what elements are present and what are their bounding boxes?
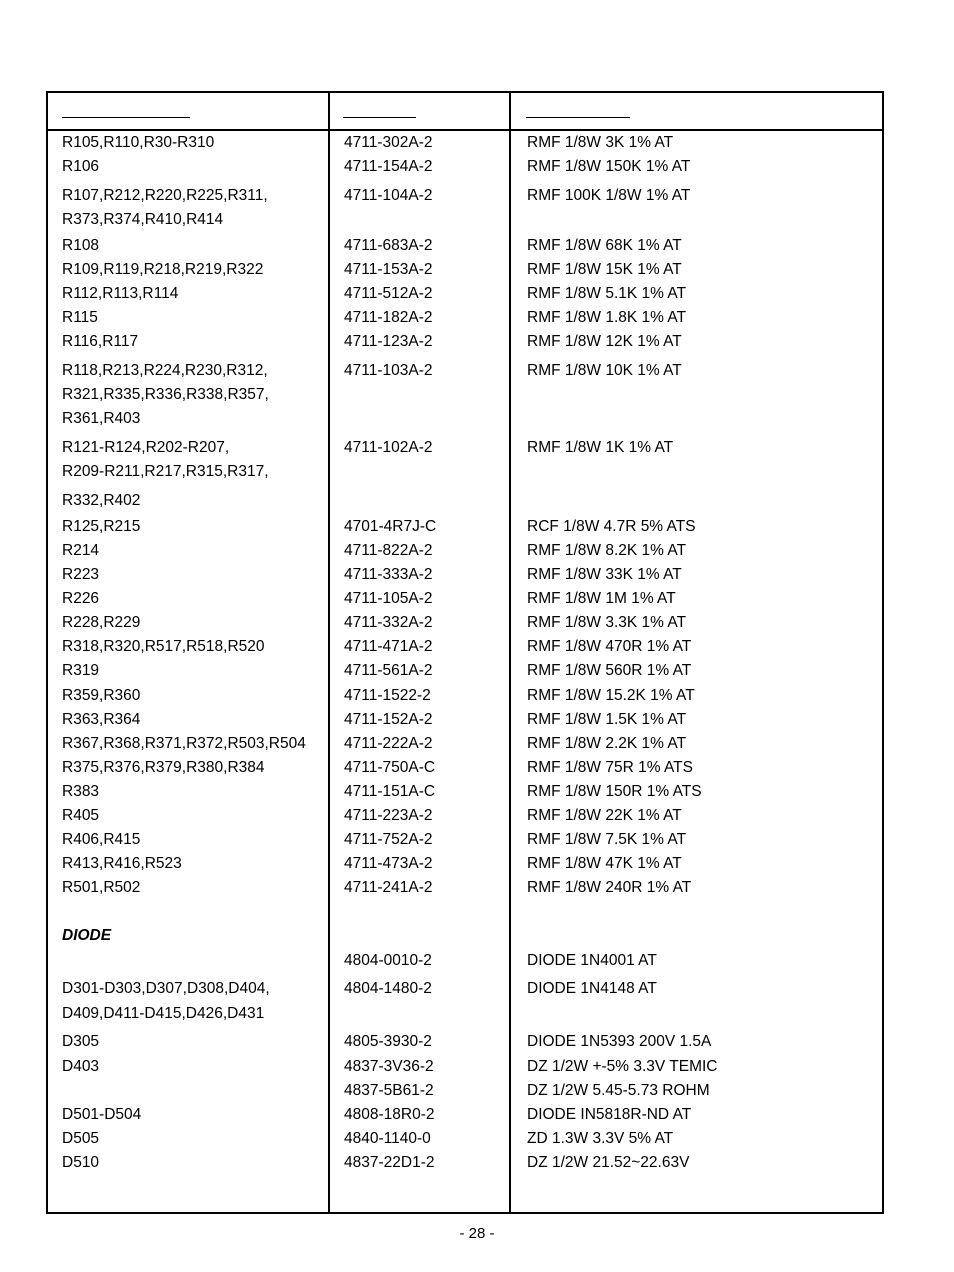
resistor-desc-cell: RMF 1/8W 3.3K 1% AT (527, 614, 687, 631)
diode-part-cell: 4837-22D1-2 (344, 1154, 435, 1171)
diode-desc-cell: DIODE 1N5393 200V 1.5A (527, 1033, 712, 1050)
resistor-desc-cell: RMF 1/8W 12K 1% AT (527, 333, 682, 350)
section-heading-diode: DIODE (62, 927, 112, 944)
diode-ref-cell: D505 (62, 1130, 100, 1147)
resistor-ref-cell: R319 (62, 662, 100, 679)
diode-desc-cell: DIODE 1N4148 AT (527, 980, 657, 997)
diode-desc-cell: DZ 1/2W +-5% 3.3V TEMIC (527, 1058, 718, 1075)
resistor-part-cell: 4711-561A-2 (344, 662, 433, 679)
resistor-part-cell: 4711-152A-2 (344, 711, 433, 728)
resistor-desc-cell: RMF 1/8W 75R 1% ATS (527, 759, 693, 776)
resistor-ref-cell: R501,R502 (62, 879, 141, 896)
resistor-part-cell: 4711-153A-2 (344, 261, 433, 278)
resistor-part-cell: 4711-752A-2 (344, 831, 433, 848)
resistor-part-cell: 4711-123A-2 (344, 333, 433, 350)
resistor-desc-cell: RMF 1/8W 1K 1% AT (527, 439, 674, 456)
resistor-part-cell: 4711-102A-2 (344, 439, 433, 456)
resistor-desc-cell: RMF 1/8W 150R 1% ATS (527, 783, 702, 800)
resistor-desc-cell: RMF 1/8W 15.2K 1% AT (527, 687, 695, 704)
resistor-desc-cell: RMF 1/8W 1.8K 1% AT (527, 309, 687, 326)
column-divider-1 (328, 91, 330, 1214)
resistor-part-cell: 4711-104A-2 (344, 187, 433, 204)
resistor-desc-cell: RMF 1/8W 33K 1% AT (527, 566, 682, 583)
resistor-ref-cell: R226 (62, 590, 100, 607)
resistor-part-cell: 4711-105A-2 (344, 590, 433, 607)
diode-part-cell: 4837-5B61-2 (344, 1082, 434, 1099)
resistor-ref-cell: R228,R229 (62, 614, 141, 631)
diode-ref-cell: D301-D303,D307,D308,D404, (62, 980, 270, 997)
resistor-ref-cell: R359,R360 (62, 687, 141, 704)
resistor-part-cell: 4711-151A-C (344, 783, 436, 800)
resistor-desc-cell: RMF 1/8W 5.1K 1% AT (527, 285, 687, 302)
diode-ref-cell: D305 (62, 1033, 100, 1050)
resistor-desc-cell: RMF 1/8W 47K 1% AT (527, 855, 682, 872)
resistor-ref-cell: R116,R117 (62, 333, 139, 350)
resistor-ref-cell: R125,R215 (62, 518, 141, 535)
resistor-part-cell: 4701-4R7J-C (344, 518, 437, 535)
resistor-ref-cell: R108 (62, 237, 100, 254)
diode-desc-cell: DIODE 1N4001 AT (527, 952, 657, 969)
resistor-ref-cell: R332,R402 (62, 492, 141, 509)
resistor-part-cell: 4711-241A-2 (344, 879, 433, 896)
resistor-desc-cell: RCF 1/8W 4.7R 5% ATS (527, 518, 696, 535)
resistor-ref-cell: R115 (62, 309, 98, 326)
resistor-desc-cell: RMF 1/8W 10K 1% AT (527, 362, 682, 379)
diode-part-cell: 4840-1140-0 (344, 1130, 431, 1147)
resistor-ref-cell: R209-R211,R217,R315,R317, (62, 463, 269, 480)
diode-part-cell: 4805-3930-2 (344, 1033, 432, 1050)
diode-part-cell: 4837-3V36-2 (344, 1058, 434, 1075)
resistor-desc-cell: RMF 1/8W 3K 1% AT (527, 134, 674, 151)
diode-part-cell: 4804-0010-2 (344, 952, 432, 969)
diode-desc-cell: DIODE IN5818R-ND AT (527, 1106, 692, 1123)
resistor-part-cell: 4711-1522-2 (344, 687, 431, 704)
diode-ref-cell: D403 (62, 1058, 100, 1075)
resistor-desc-cell: RMF 1/8W 2.2K 1% AT (527, 735, 687, 752)
diode-desc-cell: DZ 1/2W 5.45-5.73 ROHM (527, 1082, 710, 1099)
resistor-ref-cell: R107,R212,R220,R225,R311, (62, 187, 268, 204)
header-rule-col3 (526, 117, 630, 118)
diode-ref-cell: D501-D504 (62, 1106, 142, 1123)
resistor-desc-cell: RMF 1/8W 7.5K 1% AT (527, 831, 687, 848)
resistor-ref-cell: R112,R113,R114 (62, 285, 179, 302)
resistor-part-cell: 4711-683A-2 (344, 237, 433, 254)
resistor-ref-cell: R105,R110,R30-R310 (62, 134, 215, 151)
resistor-ref-cell: R109,R119,R218,R219,R322 (62, 261, 264, 278)
resistor-part-cell: 4711-332A-2 (344, 614, 433, 631)
resistor-part-cell: 4711-750A-C (344, 759, 436, 776)
resistor-part-cell: 4711-822A-2 (344, 542, 433, 559)
resistor-desc-cell: RMF 100K 1/8W 1% AT (527, 187, 691, 204)
resistor-desc-cell: RMF 1/8W 22K 1% AT (527, 807, 682, 824)
column-divider-2 (509, 91, 511, 1214)
resistor-desc-cell: RMF 1/8W 15K 1% AT (527, 261, 682, 278)
resistor-ref-cell: R406,R415 (62, 831, 141, 848)
resistor-part-cell: 4711-222A-2 (344, 735, 433, 752)
resistor-ref-cell: R318,R320,R517,R518,R520 (62, 638, 265, 655)
resistor-ref-cell: R363,R364 (62, 711, 141, 728)
resistor-ref-cell: R413,R416,R523 (62, 855, 182, 872)
resistor-part-cell: 4711-512A-2 (344, 285, 433, 302)
header-rule-col2 (343, 117, 416, 118)
resistor-part-cell: 4711-471A-2 (344, 638, 433, 655)
resistor-ref-cell: R214 (62, 542, 100, 559)
page-number: - 28 - (459, 1225, 495, 1242)
diode-desc-cell: DZ 1/2W 21.52~22.63V (527, 1154, 690, 1171)
resistor-ref-cell: R106 (62, 158, 100, 175)
resistor-part-cell: 4711-103A-2 (344, 362, 433, 379)
resistor-part-cell: 4711-302A-2 (344, 134, 433, 151)
header-rule-col1 (62, 117, 190, 118)
diode-ref-cell: D510 (62, 1154, 100, 1171)
resistor-ref-cell: R375,R376,R379,R380,R384 (62, 759, 265, 776)
resistor-part-cell: 4711-182A-2 (344, 309, 433, 326)
resistor-part-cell: 4711-154A-2 (344, 158, 433, 175)
resistor-desc-cell: RMF 1/8W 1M 1% AT (527, 590, 676, 607)
diode-ref-cell: D409,D411-D415,D426,D431 (62, 1005, 265, 1022)
resistor-ref-cell: R367,R368,R371,R372,R503,R504 (62, 735, 306, 752)
diode-desc-cell: ZD 1.3W 3.3V 5% AT (527, 1130, 674, 1147)
resistor-desc-cell: RMF 1/8W 240R 1% AT (527, 879, 692, 896)
resistor-ref-cell: R121-R124,R202-R207, (62, 439, 230, 456)
resistor-desc-cell: RMF 1/8W 68K 1% AT (527, 237, 682, 254)
resistor-ref-cell: R321,R335,R336,R338,R357, (62, 386, 269, 403)
resistor-desc-cell: RMF 1/8W 560R 1% AT (527, 662, 692, 679)
diode-part-cell: 4808-18R0-2 (344, 1106, 435, 1123)
diode-part-cell: 4804-1480-2 (344, 980, 432, 997)
resistor-ref-cell: R223 (62, 566, 100, 583)
resistor-part-cell: 4711-333A-2 (344, 566, 433, 583)
resistor-ref-cell: R405 (62, 807, 100, 824)
resistor-desc-cell: RMF 1/8W 8.2K 1% AT (527, 542, 687, 559)
resistor-ref-cell: R373,R374,R410,R414 (62, 211, 224, 228)
resistor-part-cell: 4711-223A-2 (344, 807, 433, 824)
resistor-ref-cell: R361,R403 (62, 410, 141, 427)
resistor-desc-cell: RMF 1/8W 150K 1% AT (527, 158, 691, 175)
resistor-ref-cell: R118,R213,R224,R230,R312, (62, 362, 268, 379)
resistor-desc-cell: RMF 1/8W 1.5K 1% AT (527, 711, 687, 728)
resistor-desc-cell: RMF 1/8W 470R 1% AT (527, 638, 692, 655)
resistor-ref-cell: R383 (62, 783, 100, 800)
resistor-part-cell: 4711-473A-2 (344, 855, 433, 872)
